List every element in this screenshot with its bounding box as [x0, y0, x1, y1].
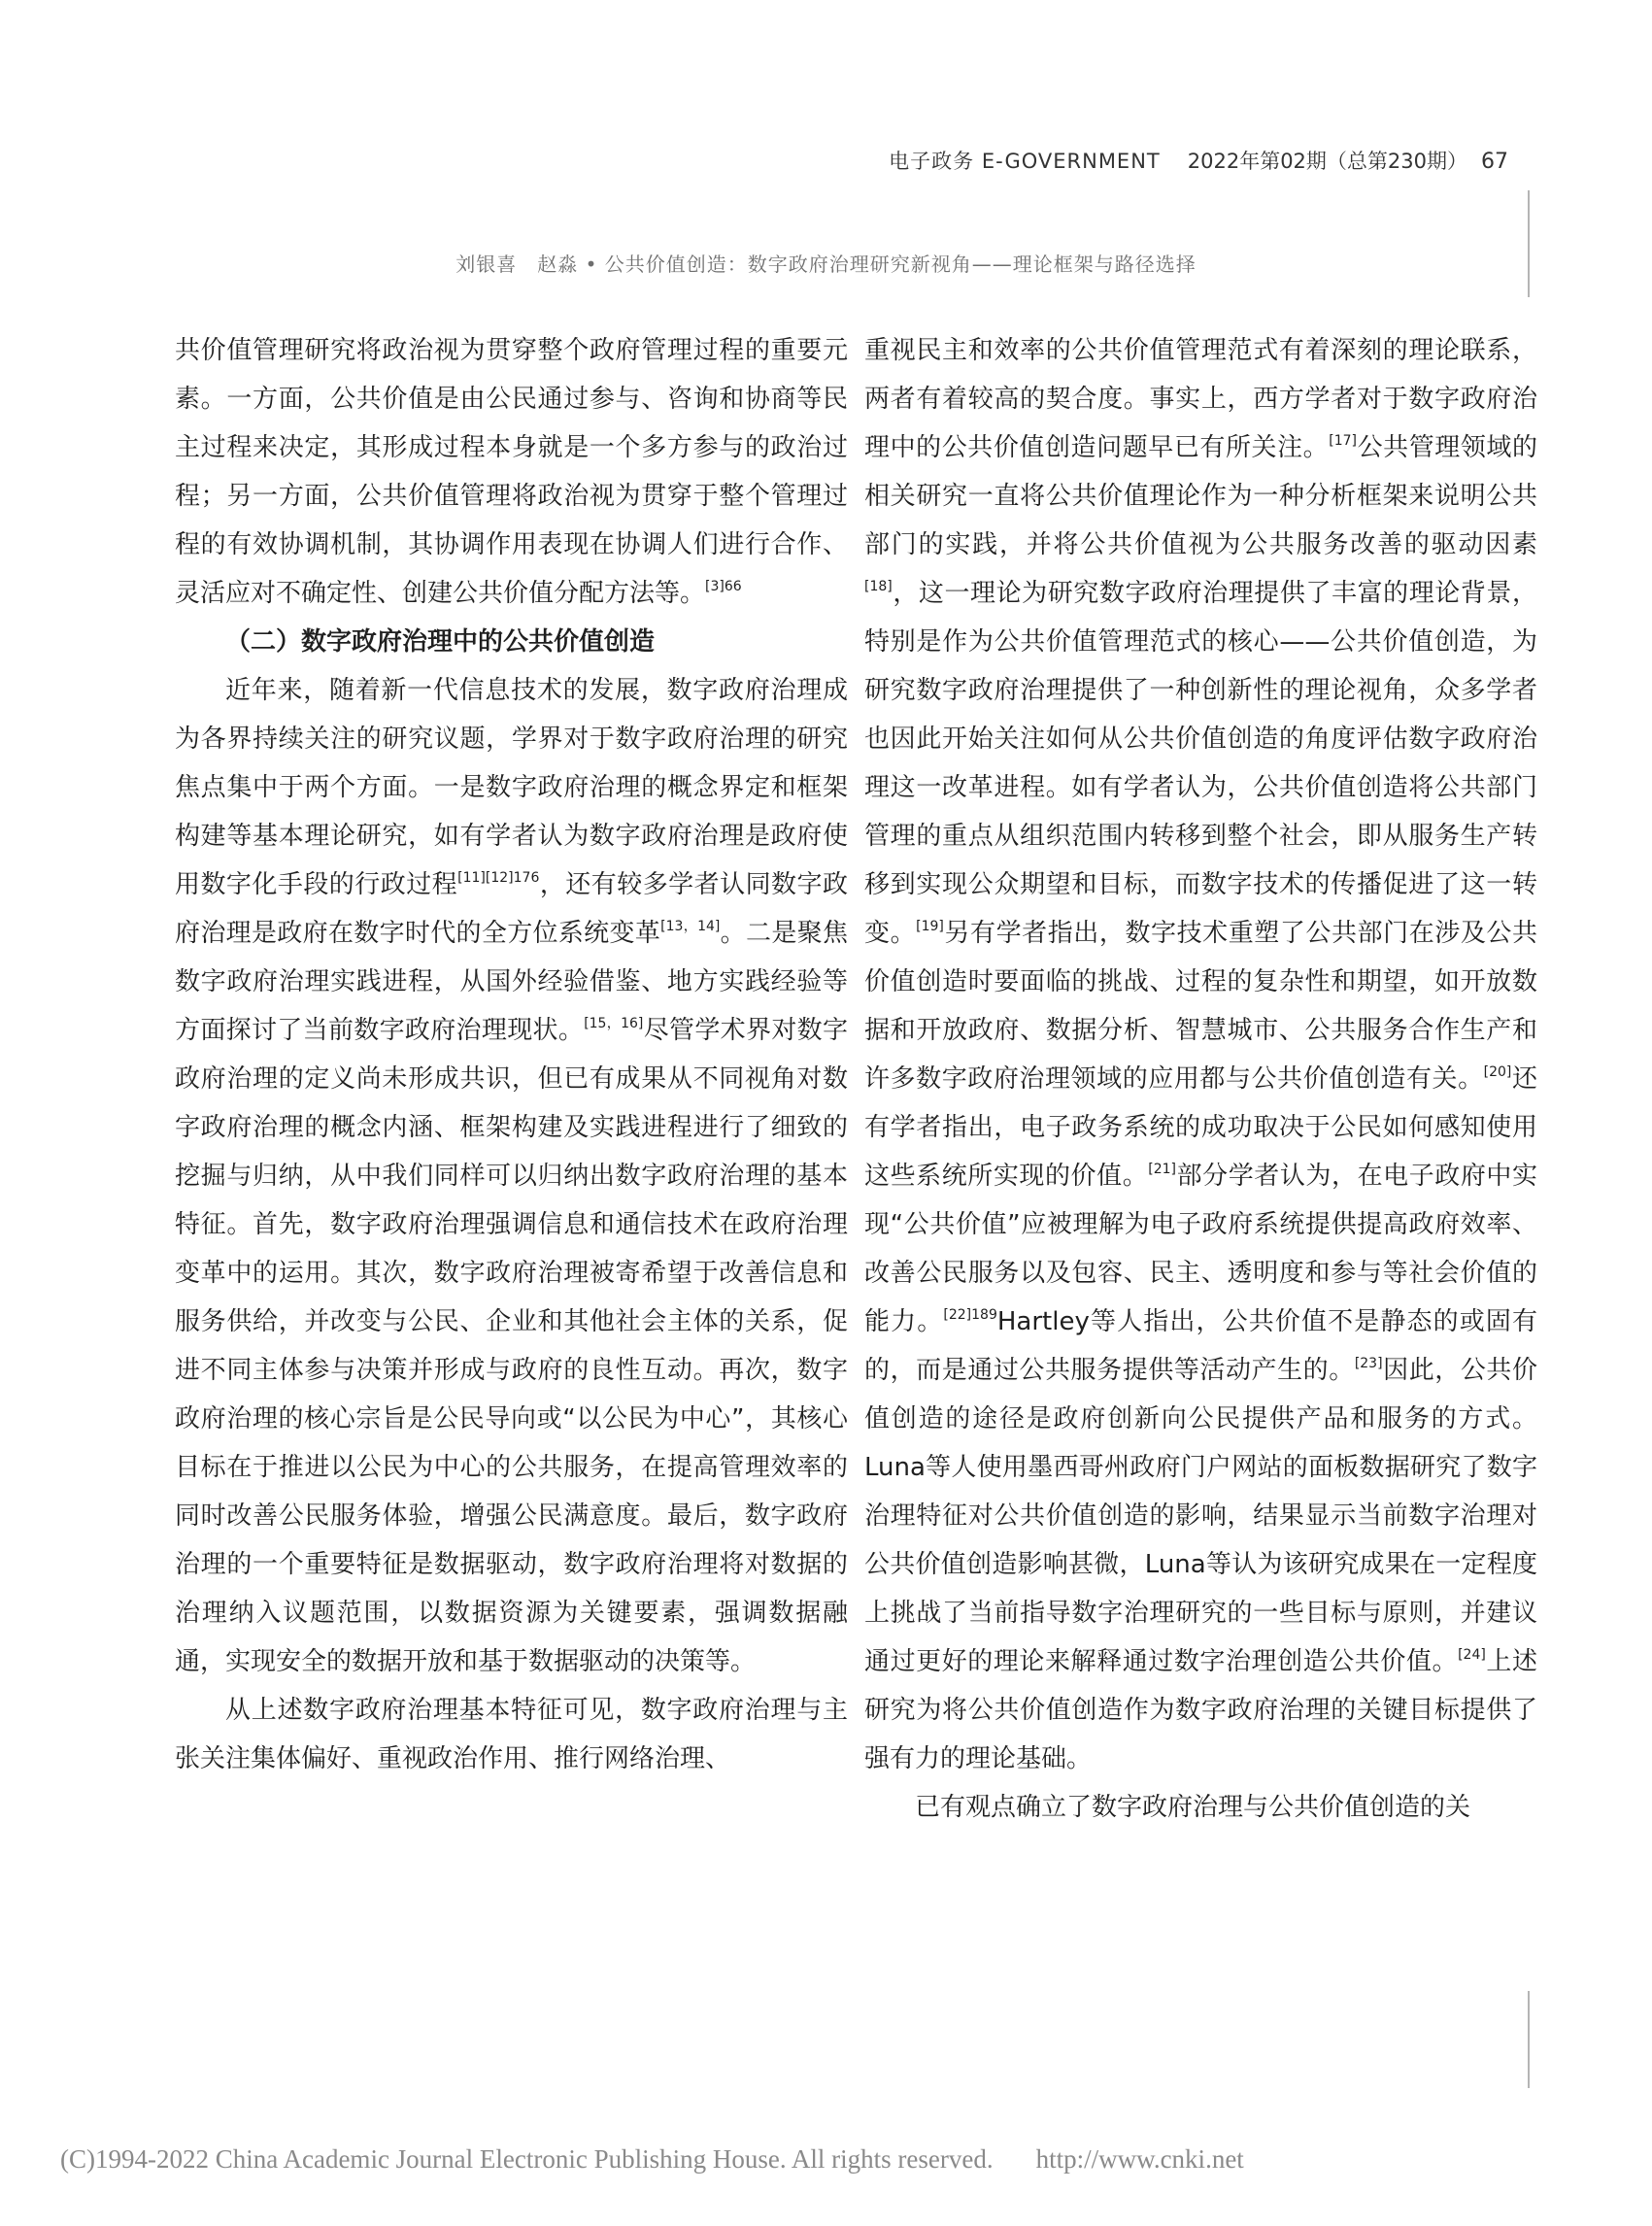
citation: [15，16]: [584, 1016, 644, 1031]
section-heading: （二）数字政府治理中的公共价值创造: [225, 627, 656, 657]
page-number: 67: [1481, 150, 1508, 174]
paragraph: 从上述数字政府治理基本特征可见，数字政府治理与主张关注集体偏好、重视政治作用、推行网络治理、: [175, 1696, 848, 1773]
paragraph: 已有观点确立了数字政府治理与公共价值创造的关: [915, 1793, 1471, 1822]
citation: [17]: [1329, 433, 1357, 449]
paragraph: 近年来，随着新一代信息技术的发展，数字政府治理成为各界持续关注的研究议题，学界对于数字政府治理的研究焦点集中于两个方面。一是数字政府治理的概念界定和框架构建等基本理论研究，如有学者认为数字政府治理是政府使用数字化手段的行政过程$^{[11][12]176}$，还有较多学者认同数字政府治理是政府在数字时代的全方位系统变革[13，14]。二是聚焦数字政府治理实践进程，从国外经验借鉴、地方实践经验等方面探讨了当前数字政府治理现状。[15，16]尽管学术界对数字政府治理的定义尚未形成共识，但已有成果从不同视角对数字政府治理的概念内涵、框架构建及实践进程进行了细致的挖掘与归纳，从中我们同样可以归纳出数字政府治理的基本特征。首先，数字政府治理强调信息和通信技术在政府治理变革中的运用。其次，数字政府治理被寄希望于改善信息和服务供给，并改变与公民、企业和其他社会主体的关系，促进不同主体参与决策并形成与政府的良性互动。再次，数字政府治理的核心宗旨是公民导向或“以公民为中心”，其核心目标在于推进以公民为中心的公共服务，在提高管理效率的同时改善公民服务体验，增强公民满意度。最后，数字政府治理的一个重要特征是数据驱动，数字政府治理将对数据的治理纳入议题范围，以数据资源为关键要素，强调数据融通，实现安全的数据开放和基于数据驱动的决策等。: [175, 676, 848, 1676]
citation: [11][12]176: [457, 870, 540, 886]
citation: [19]: [916, 919, 944, 934]
footer-divider: [1528, 1991, 1530, 2088]
citation: [13，14]: [660, 919, 721, 934]
issue-info: 2022年第02期（总第230期）: [1187, 150, 1467, 173]
paragraph: 重视民主和效率的公共价值管理范式有着深刻的理论联系，两者有着较高的契合度。事实上，西方学者对于数字政府治理中的公共价值创造问题早已有所关注。[17]公共管理领域的相关研究一直将公共价值理论作为一种分析框架来说明公共部门的实践，并将公共价值视为公共服务改善的驱动因素[18]，这一理论为研究数字政府治理提供了丰富的理论背景，特别是作为公共价值管理范式的核心——公共价值创造，为研究数字政府治理提供了一种创新性的理论视角，众多学者也因此开始关注如何从公共价值创造的角度评估数字政府治理这一改革进程。如有学者认为，公共价值创造将公共部门管理的重点从组织范围内转移到整个社会，即从服务生产转移到实现公众期望和目标，而数字技术的传播促进了这一转变。[19]另有学者指出，数字技术重塑了公共部门在涉及公共价值创造时要面临的挑战、过程的复杂性和期望，如开放数据和开放政府、数据分析、智慧城市、公共服务合作生产和许多数字政府治理领域的应用都与公共价值创造有关。[20]还有学者指出，电子政务系统的成功取决于公民如何感知使用这些系统所实现的价值。[21]部分学者认为，在电子政府中实现“公共价值”应被理解为电子政府系统提供提高政府效率、改善公民服务以及包容、民主、透明度和参与等社会价值的能力。$^{[22]189}$Hartley等人指出，公共价值不是静态的或固有的，而是通过公共服务提供等活动产生的。[23]因此，公共价值创造的途径是政府创新向公民提供产品和服务的方式。Luna等人使用墨西哥州政府门户网站的面板数据研究了数字治理特征对公共价值创造的影响，结果显示当前数字治理对公共价值创造影响甚微，Luna等认为该研究成果在一定程度上挑战了当前指导数字治理研究的一些目标与原则，并建议通过更好的理论来解释通过数字治理创造公共价值。[24]上述研究为将公共价值创造作为数字政府治理的关键目标提供了强有力的理论基础。: [864, 336, 1537, 1773]
paragraph: 共价值管理研究将政治视为贯穿整个政府管理过程的重要元素。一方面，公共价值是由公民通过参与、咨询和协商等民主过程来决定，其形成过程本身就是一个多方参与的政治过程；另一方面，公共价值管理将政治视为贯穿于整个管理过程的有效协调机制，其协调作用表现在协调人们进行合作、灵活应对不确定性、创建公共价值分配方法等。$^{[3]66}$: [175, 336, 848, 608]
journal-name: 电子政务 E-GOVERNMENT: [889, 150, 1161, 173]
footer-link[interactable]: http://www.cnki.net: [1035, 2144, 1244, 2174]
citation: [21]: [1148, 1162, 1177, 1177]
left-column: [175, 326, 848, 1783]
running-head: 刘银喜 赵淼 • 公共价值创造：数字政府治理研究新视角——理论框架与路径选择: [455, 253, 1197, 276]
right-column: [864, 326, 1537, 1832]
citation: [22]189: [943, 1307, 997, 1323]
citation: [20]: [1483, 1064, 1512, 1080]
citation: [23]: [1354, 1356, 1383, 1371]
citation: [24]: [1458, 1647, 1486, 1663]
header-divider: [1528, 190, 1530, 297]
citation: [3]66: [705, 579, 742, 594]
journal-header: [874, 146, 1508, 175]
copyright-footer: [60, 2144, 1634, 2175]
copyright-text: (C)1994-2022 China Academic Journal Electronic Publishing House. All rights reserved.: [60, 2144, 994, 2174]
citation: [18]: [864, 579, 893, 594]
